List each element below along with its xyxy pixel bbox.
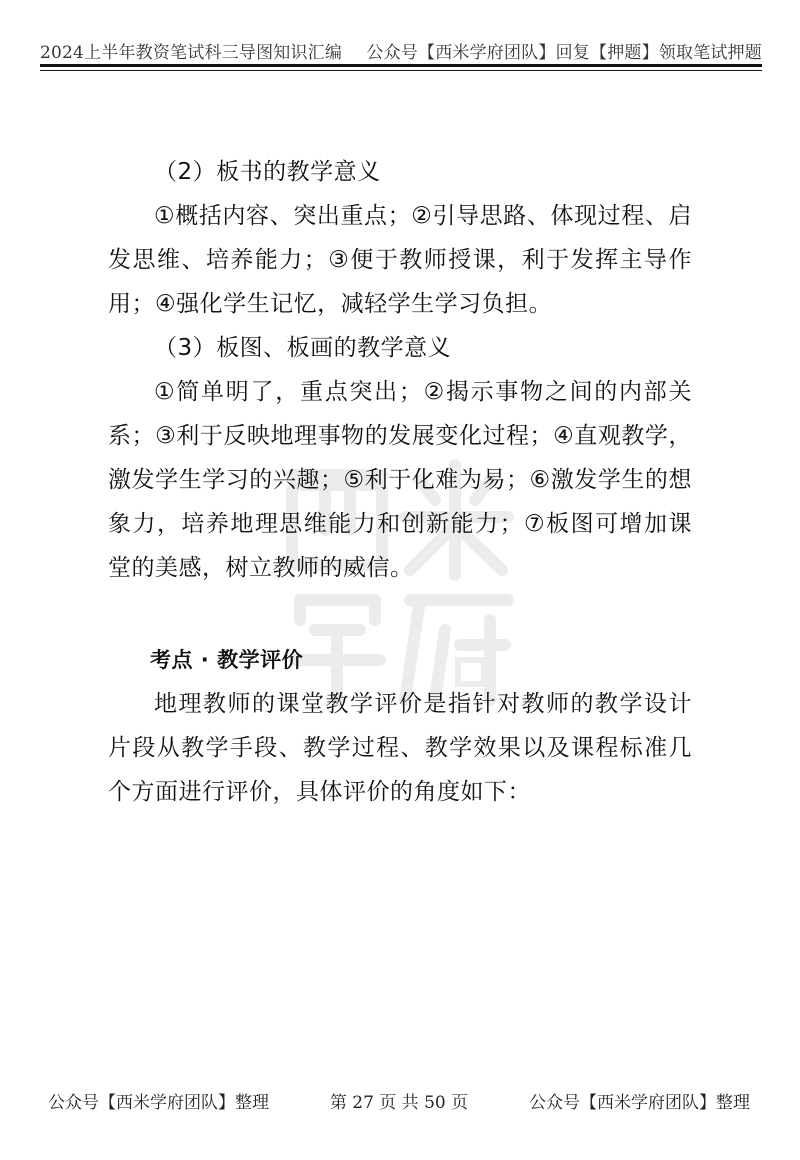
section3-text: ①简单明了，重点突出；②揭示事物之间的内部关系；③利于反映地理事物的发展变化过程；④直观教学，激发学生学习的兴趣；⑤利于化难为易；⑥激发学生的想象力，培养地理思维能力和创新能力；⑦板图可增加课堂的美感，树立教师的威信。 xyxy=(108,379,692,581)
page-number: 第 27 页 共 50 页 xyxy=(329,1093,469,1113)
section3-heading: （3）板图、板画的教学意义 xyxy=(154,335,452,361)
kaodian-text: 地理教师的课堂教学评价是指针对教师的教学设计片段从教学手段、教学过程、教学效果以及课程标准几个方面进行评价，具体评价的角度如下： xyxy=(108,691,692,805)
footer-right: 公众号【西米学府团队】整理 xyxy=(528,1093,750,1113)
kaodian-heading: 考点 · 教学评价 xyxy=(150,648,304,672)
page-footer xyxy=(48,1088,750,1113)
page-content xyxy=(108,150,692,814)
header-rule-thin xyxy=(40,70,762,71)
section2-text: ①概括内容、突出重点；②引导思路、体现过程、启发思维、培养能力；③便于教师授课，利于发挥主导作用；④强化学生记忆，减轻学生学习负担。 xyxy=(108,203,692,317)
header-promo: 公众号【西米学府团队】回复【押题】领取笔试押题 xyxy=(366,43,762,63)
page-header xyxy=(40,38,762,63)
header-title: 2024上半年教资笔试科三导图知识汇编 xyxy=(40,43,343,63)
section-spacer xyxy=(108,590,692,638)
section2-heading: （2）板书的教学意义 xyxy=(154,159,381,185)
header-rule-thick xyxy=(40,64,762,67)
footer-left: 公众号【西米学府团队】整理 xyxy=(48,1093,269,1113)
